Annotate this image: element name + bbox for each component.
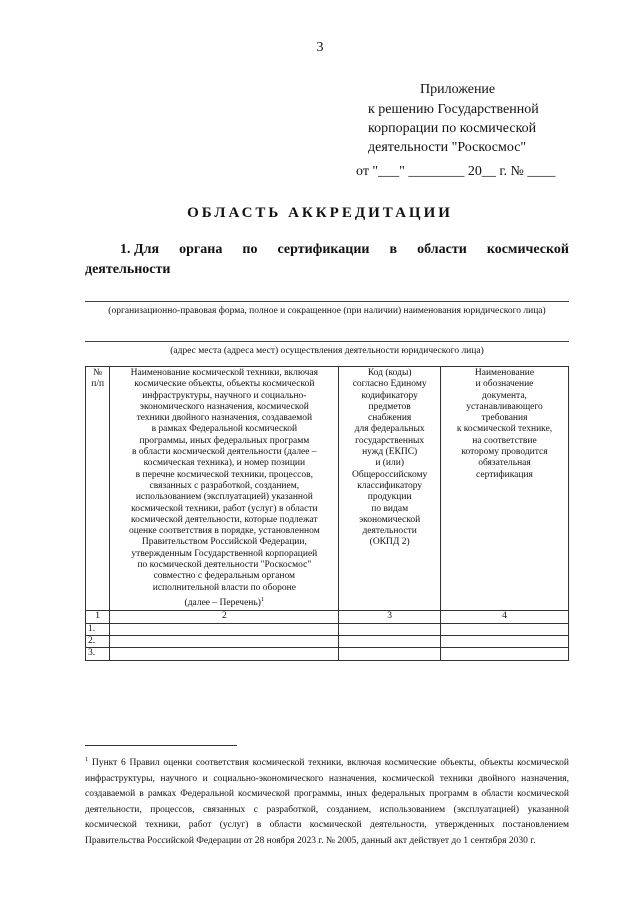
org-name-caption: (организационно-правовая форма, полное и сокращенное (при наличии) наименования юридического лица) — [108, 306, 546, 316]
footnote-mark: 1 — [85, 756, 89, 763]
appendix-line-3: деятельности "Роскосмос" — [368, 140, 527, 155]
appendix-line-2: корпорации по космической — [368, 121, 537, 136]
address-blank-line — [85, 341, 569, 342]
accreditation-table — [85, 366, 569, 661]
table-row — [86, 648, 569, 660]
header-space-technology-text: Наименование космической техники, включая космические объекты, объекты космической инфраструктуры, научного и социально- экономического назначения, космической техники двойного назначения, создаваемой в рамках Федеральной космической программы, иных федеральных программ в области космической деятельности (далее – космическая техника), и номер позиции в перечне космической техники, процессов, связанных с разработкой, созданием, использованием (эксплуатацией) указанной космической техники, работ (услуг) в области космической деятельности, которые подлежат оценке соответствия в порядке, установленном Правительством Российской Федерации, утвержденным Государственной корпорацией по космической деятельности "Роскосмос" совместно с федеральным органом исполнительной власти по обороне (далее – Перечень) — [128, 368, 320, 609]
table-header-row — [86, 367, 569, 611]
table-row — [86, 635, 569, 647]
footnote-reference: 1 — [260, 595, 265, 603]
appendix-date-line: от "___" ________ 20__ г. № ____ — [356, 164, 556, 179]
heading-word: в — [389, 242, 398, 257]
table-cell — [110, 648, 339, 660]
appendix-line-1: к решению Государственной — [368, 102, 539, 117]
footnote-text: Пункт 6 Правил оценки соответствия космической техники, включая космические объекты, объекты космической инфраструктуры, научного и социально-экономического назначения, космической техники двойного назначения, создаваемой в рамках Федеральной космической программы, иных федеральных программ в области космической деятельности, процессов, связанных с разработкой, созданием, использованием (эксплуатацией) указанной космической техники, работ (услуг) в области космической деятельности, утвержденных постановлением Правительства Российской Федерации от 28 ноября 2023 г. № 2005, данный акт действует до 1 сентября 2030 г. — [85, 758, 569, 846]
column-number: 4 — [440, 611, 568, 623]
section-heading-line-1 — [85, 240, 569, 260]
heading-word: 1. Для — [120, 242, 160, 257]
table-cell — [440, 623, 568, 635]
table-cell — [339, 635, 441, 647]
section-heading — [85, 240, 569, 280]
heading-word: космической — [486, 242, 569, 257]
header-codes: Код (коды) согласно Единому кодификатору предметов снабжения для федеральных государственных нужд (ЕКПС) и (или) Общероссийскому классификатору продукции по видам экономической деятельности (ОКПД 2) — [339, 367, 441, 611]
document-title: ОБЛАСТЬ АККРЕДИТАЦИИ — [187, 205, 453, 221]
appendix-title: Приложение — [420, 82, 496, 97]
table-cell — [339, 648, 441, 660]
column-number: 2 — [110, 611, 339, 623]
section-heading-line-2: деятельности — [85, 262, 171, 277]
heading-word: сертификации — [277, 242, 370, 257]
footnote — [85, 752, 569, 849]
heading-word: органа — [179, 242, 223, 257]
table-cell — [440, 635, 568, 647]
footnote-separator — [85, 745, 237, 746]
heading-word: по — [242, 242, 258, 257]
header-space-technology — [110, 367, 339, 611]
header-requirement-document: Наименование и обозначение документа, устанавливающего требования к космической технике, на соответствие которому проводится обязательная сертификация — [440, 367, 568, 611]
column-number-row — [86, 611, 569, 623]
column-number: 3 — [339, 611, 441, 623]
row-number: 3. — [86, 648, 110, 660]
table-row — [86, 623, 569, 635]
table-cell — [110, 635, 339, 647]
row-number: 1. — [86, 623, 110, 635]
header-number: № п/п — [86, 367, 110, 611]
page-number: 3 — [316, 40, 324, 55]
table-cell — [110, 623, 339, 635]
table-cell — [440, 648, 568, 660]
address-caption: (адрес места (адреса мест) осуществления деятельности юридического лица) — [170, 346, 484, 356]
heading-word: области — [417, 242, 467, 257]
row-number: 2. — [86, 635, 110, 647]
org-name-blank-line — [85, 301, 569, 302]
table-cell — [339, 623, 441, 635]
column-number: 1 — [86, 611, 110, 623]
